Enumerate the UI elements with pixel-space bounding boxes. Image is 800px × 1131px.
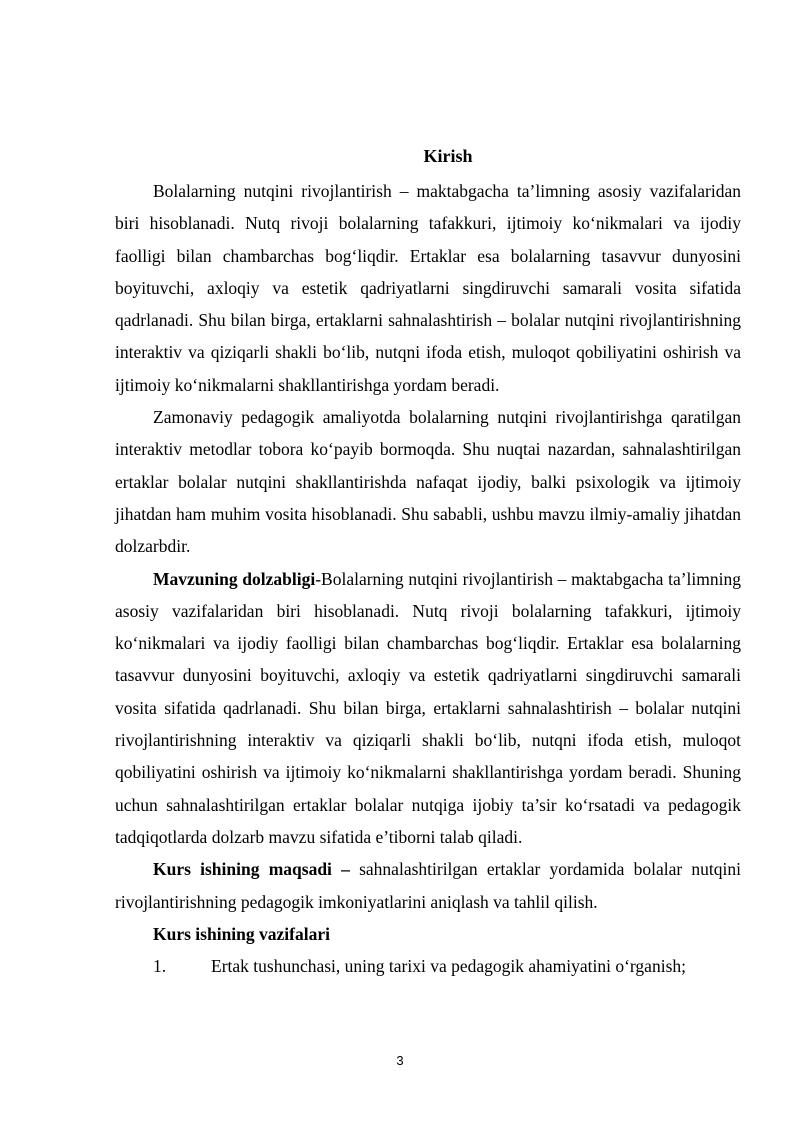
intro-paragraph-1: Bolalarning nutqini rivojlantirish – maktabgacha ta’limning asosiy vazifalaridan biri hisoblanadi. Nutq rivoji bolalarning tafakkuri, ijtimoiy ko‘nikmalari va ijodiy faolligi bilan chambarchas bog‘liqdir. Ertaklar esa bolalarning tasavvur dunyosini boyituvchi, axloqiy va estetik qadriyatlarni singdiruvchi samarali vosita sifatida qadrlanadi. Shu bilan birga, ertaklarni sahnalashtirish – bolalar nutqini rivojlantirishning interaktiv va qiziqarli shakli bo‘lib, nutqni ifoda etish, muloqot qobiliyatini oshirish va ijtimoiy ko‘nikmalarni shakllantirishga yordam beradi. [115,181,741,395]
list-item [115,950,741,982]
page-title: Kirish [423,146,473,166]
relevance-text: -Bolalarning nutqini rivojlantirish – maktabgacha ta’limning asosiy vazifalaridan biri hisoblanadi. Nutq rivoji bolalarning tafakkuri, ijtimoiy ko‘nikmalari va ijodiy faolligi bilan chambarchas bog‘liqdir. Ertaklar esa bolalarning tasavvur dunyosini boyituvchi, axloqiy va estetik qadriyatlarni singdiruvchi samarali vosita sifatida qadrlanadi. Shu bilan birga, ertaklarni sahnalashtirish – bolalar nutqini rivojlantirishning interaktiv va qiziqarli shakli bo‘lib, nutqni ifoda etish, muloqot qobiliyatini oshirish va ijtimoiy ko‘nikmalarni shakllantirishga yordam beradi. Shuning uchun sahnalashtirilgan ertaklar bolalar nutqiga ijobiy ta’sir ko‘rsatadi va pedagogik tadqiqotlarda dolzarb mavzu sifatida e’tiborni talab qiladi. [115,568,741,847]
goal-label: Kurs ishining maqsadi – [153,859,350,880]
list-item-number: 1. [153,956,167,977]
page-number: 3 [396,1053,404,1068]
goal-paragraph [115,853,741,918]
relevance-paragraph [115,563,741,854]
tasks-heading: Kurs ishining vazifalari [153,923,330,944]
list-item-text: Ertak tushunchasi, uning tarixi va pedagogik ahamiyatini o‘rganish; [211,956,686,977]
intro-paragraph-2: Zamonaviy pedagogik amaliyotda bolalarning nutqini rivojlantirishga qaratilgan interaktiv metodlar tobora ko‘payib bormoqda. Shu nuqtai nazardan, sahnalashtirilgan ertaklar bolalar nutqini shakllantirishda nafaqat ijodiy, balki psixologik va ijtimoiy jihatdan ham muhim vosita hisoblanadi. Shu sababli, ushbu mavzu ilmiy-amaliy jihatdan dolzarbdir. [115,407,741,557]
goal-text: sahnalashtirilgan ertaklar yordamida bolalar nutqini rivojlantirishning pedagogik imkoniyatlarini aniqlash va tahlil qilish. [115,859,741,912]
relevance-label: Mavzuning dolzabligi [153,568,316,589]
